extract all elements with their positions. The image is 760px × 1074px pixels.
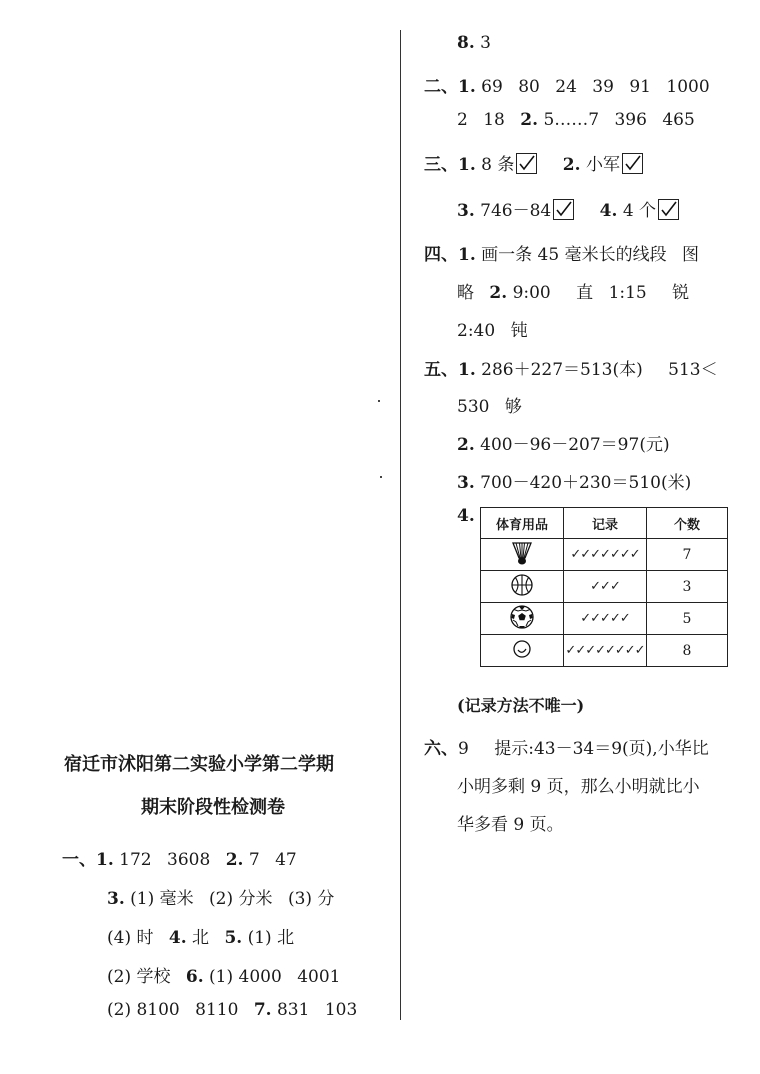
table-header: 个数 [647, 508, 728, 539]
table-header: 记录 [564, 508, 647, 539]
answer-line: 小明多剩 9 页，那么小明就比小 [457, 777, 700, 797]
answer-value: 4 个 [622, 201, 657, 221]
question-number: 2. [225, 850, 244, 870]
tally-record: ✓✓✓✓✓✓✓ [564, 539, 647, 571]
question-number: 7. [253, 1000, 272, 1020]
answer-value: (4) 时 [107, 928, 154, 948]
soccer-ball-icon [509, 604, 535, 630]
answer-value: 465 [662, 110, 695, 130]
exam-title-line2: 期末阶段性检测卷 [141, 797, 285, 818]
answer-value: 513＜ [668, 360, 718, 380]
section-label: 五、 [424, 360, 458, 380]
answer-value: 24 [555, 77, 577, 97]
answer-value: 略 [457, 283, 474, 303]
answer-line [457, 196, 679, 221]
answer-line [424, 734, 709, 759]
answer-line [424, 240, 699, 265]
table-cell [481, 539, 564, 571]
answer-value: 7 [248, 850, 260, 870]
question-number: 2. [457, 435, 475, 455]
answer-line [107, 923, 294, 948]
answer-value: 746－84 [480, 201, 552, 221]
answer-value: 831 [276, 1000, 310, 1020]
tally-record: ✓✓✓ [564, 571, 647, 603]
tally-record: ✓✓✓✓✓✓✓✓ [564, 635, 647, 667]
answer-value: 69 [481, 77, 503, 97]
answer-value: (1) 毫米 [130, 889, 194, 909]
answer-value: 3608 [167, 850, 211, 870]
answer-value: 2 [457, 110, 468, 130]
answer-value: 直 [576, 283, 594, 303]
sports-equipment-table [480, 507, 728, 667]
answer-line [457, 316, 528, 341]
answer-value: (2) 8100 [107, 1000, 180, 1020]
question-number: 2. [520, 110, 539, 130]
answer-value: 1000 [666, 77, 710, 97]
answer-value: 530 [457, 397, 490, 417]
answer-line [457, 33, 491, 53]
table-row [481, 571, 728, 603]
scan-speck [378, 400, 380, 402]
answer-value: 396 [614, 110, 647, 130]
question-number: 4. [599, 201, 618, 221]
answer-value: 91 [629, 77, 651, 97]
table-cell [481, 571, 564, 603]
question-number: 1. [458, 245, 476, 265]
answer-value: 9 [458, 739, 469, 759]
checkbox-checked-icon [658, 199, 679, 220]
question-number: 2. [489, 283, 508, 303]
answer-value: (2) 学校 [107, 967, 171, 987]
count-cell: 8 [647, 635, 728, 667]
answer-value: 1:15 [608, 283, 647, 303]
answer-value: 画一条 45 毫米长的线段 [481, 245, 667, 265]
checkbox-checked-icon [516, 153, 537, 174]
checkbox-checked-icon [553, 199, 574, 220]
answer-value: 39 [592, 77, 614, 97]
answer-value: 够 [504, 397, 522, 417]
question-number: 1. [96, 850, 114, 870]
scan-speck [380, 476, 382, 478]
answer-value: (1) 北 [247, 928, 295, 948]
table-header: 体育用品 [481, 508, 564, 539]
answer-line [457, 468, 691, 493]
section-label: 三、 [424, 155, 458, 175]
answer-value: 400－96－207＝97(元) [480, 435, 670, 455]
answer-value: 锐 [672, 283, 690, 303]
answer-line [107, 962, 340, 987]
answer-line [107, 884, 334, 909]
question-number: 5. [224, 928, 243, 948]
answer-value: (2) 分米 [209, 889, 273, 909]
question-number: 2. [562, 155, 581, 175]
question-number: 4. [168, 928, 187, 948]
answer-line [457, 278, 689, 303]
question-number: 3. [107, 889, 125, 909]
answer-value: 3 [480, 33, 491, 53]
answer-value: 北 [192, 928, 210, 948]
answer-line [62, 845, 297, 870]
answer-value: 700－420＋230＝510(米) [480, 473, 692, 493]
question-number: 4. [457, 506, 475, 526]
column-divider [400, 30, 401, 1020]
answer-value: 286＋227＝513(本) [481, 360, 643, 380]
table-row [481, 635, 728, 667]
answer-line [457, 430, 670, 455]
answer-value: 103 [324, 1000, 358, 1020]
answer-value: 8 条 [481, 155, 515, 175]
table-cell [481, 603, 564, 635]
question-number: 1. [458, 77, 476, 97]
answer-value: 小军 [585, 155, 620, 175]
ball-icon [509, 636, 535, 662]
answer-value: 9:00 [512, 283, 551, 303]
count-cell: 3 [647, 571, 728, 603]
answer-value: 提示:43－34＝9(页),小华比 [494, 739, 709, 759]
table-cell [481, 635, 564, 667]
answer-value: 图 [682, 245, 700, 265]
answer-value: 80 [518, 77, 540, 97]
table-row [481, 603, 728, 635]
question-number: 1. [458, 155, 476, 175]
section-label: 一、 [62, 850, 96, 870]
answer-value: (3) 分 [287, 889, 335, 909]
shuttlecock-icon [509, 540, 535, 566]
basketball-icon [509, 572, 535, 598]
question-number: 3. [457, 201, 475, 221]
answer-value: 5……7 [543, 110, 600, 130]
question-number: 8. [457, 33, 475, 53]
question-number: 6. [185, 967, 204, 987]
answer-line [107, 1000, 357, 1020]
table-row [481, 539, 728, 571]
section-label: 六、 [424, 739, 458, 759]
answer-value: 18 [483, 110, 505, 130]
checkbox-checked-icon [622, 153, 643, 174]
count-cell: 5 [647, 603, 728, 635]
answer-value: 8110 [195, 1000, 239, 1020]
section-label: 四、 [424, 245, 458, 265]
answer-line [424, 150, 643, 175]
answer-line: 华多看 9 页。 [457, 815, 564, 835]
answer-value: 4001 [297, 967, 341, 987]
answer-line [457, 110, 695, 130]
table-header-row [481, 508, 728, 539]
answer-value: (1) 4000 [209, 967, 282, 987]
answer-value: 2:40 [457, 321, 496, 341]
count-cell: 7 [647, 539, 728, 571]
section-label: 二、 [424, 77, 458, 97]
exam-title-line1: 宿迁市沭阳第二实验小学第二学期 [64, 754, 334, 775]
question-number: 1. [458, 360, 476, 380]
answer-line [424, 72, 710, 97]
table-note: (记录方法不唯一) [457, 696, 585, 715]
answer-value: 172 [119, 850, 152, 870]
tally-record: ✓✓✓✓✓ [564, 603, 647, 635]
answer-line [424, 355, 718, 380]
question-number: 3. [457, 473, 475, 493]
answer-value: 47 [275, 850, 297, 870]
answer-line [457, 392, 522, 417]
answer-value: 钝 [510, 321, 528, 341]
